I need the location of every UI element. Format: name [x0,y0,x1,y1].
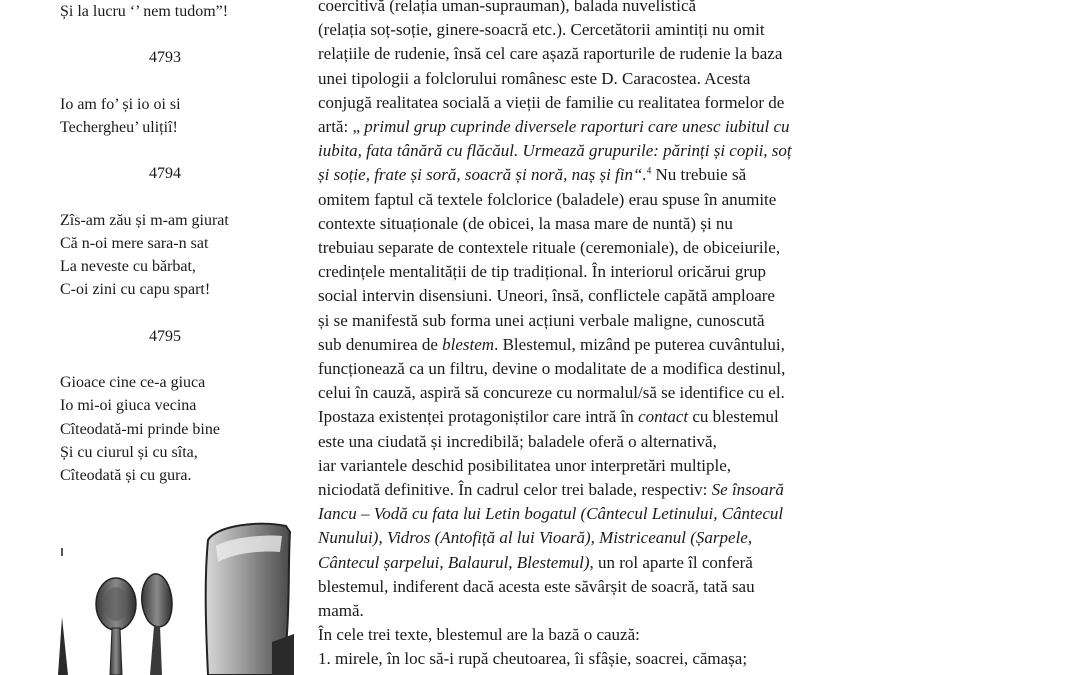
stanza-number: 4793 [149,49,181,67]
text-line [318,333,898,357]
text-line: (relația soț-soție, ginere-soacră etc.). Cercetătorii amintiți nu omit [318,20,765,40]
verse-column [60,0,300,487]
stanza-number: 4795 [149,327,181,345]
text-line [318,478,898,502]
quote-italic: iubita, fata tânără cu flăcăul. Urmează grupurile: părinți și copii, soț [318,141,792,161]
verse-line: Și la lucru ‘’ nem tudom”! [60,3,229,20]
text-line: 1. mirele, în loc să-i rupă cheutoarea, îi sfâșie, soacrei, cămașa; [318,649,748,669]
wooden-spoons-illustration [58,522,298,675]
text-line: blestemul, indiferent dacă acesta este săvârșit de soacră, tată sau [318,576,755,596]
text-line: iar variantele deschid posibilitatea unor interpretări multiple, [318,455,732,475]
title-italic: Nunului), Vidros (Antofiță al lui Vioară), Mistriceanul (Șarpele, [318,528,753,548]
verse-line: Cîteodată-mi prinde bine [60,420,220,438]
text-line [318,163,898,187]
text-line: conjugă realitatea socială a vieții de familie cu realitatea formelor de [318,92,785,112]
text-span: , un rol aparte îl conferă [589,552,753,572]
text-line: În cele trei texte, blestemul are la bază o cauză: [318,625,640,645]
text-span: . Blestemul, mizând pe puterea cuvântului, [494,334,785,354]
footnote-ref: 4 [646,165,652,176]
stanza-number: 4794 [149,165,181,183]
verse-line: Că n-oi mere sara-n sat [60,234,209,252]
text-span: Nu trebuie să [651,165,747,185]
text-line: omitem faptul că textele folclorice (baladele) erau spuse în anumite [318,189,777,209]
quote-italic: primul grup cuprinde diversele raporturi care unesc iubitul cu [364,117,790,137]
text-span: Ipostaza existenței protagoniștilor care intră în [318,407,639,427]
text-line: funcționează ca un filtru, devine o modalitate de a modifica destinul, [318,359,786,379]
text-line: trebuiau separate de contextele rituale (ceremoniale), de obiceiurile, [318,238,781,258]
term-italic: blestem [442,334,495,354]
title-italic: Iancu – Vodă cu fata lui Letin bogatul (Cântecul Letinului, Cântecul [318,504,784,524]
article-text [318,2,898,672]
text-line: unei tipologii a folclorului românesc este D. Caracostea. Acesta [318,68,751,88]
quote-italic: și soție, frate și soră, soacră și noră, naș și fin [318,165,634,185]
verse-line: C-oi zini cu capu spart! [60,281,211,299]
text-span: cu blestemul [688,407,779,427]
text-line: mamă. [318,601,364,621]
verse-line: Techergheu’ ulițiî! [60,118,178,136]
verse-line: Io mi-oi giuca vecina [60,397,197,415]
text-line: relațiile de rudenie, însă cel care așază raporturile de rudenie la baza [318,44,783,64]
text-span: niciodată definitive. În cadrul celor trei balade, respectiv: [318,480,712,500]
verse-line: Io am fo’ și io oi si [60,95,181,113]
text-line: credințele mentalității de tip tradițional. În interiorul oricărui grup [318,262,766,282]
text-line [318,551,898,575]
text-line: și se manifestă sub forma unei acțiuni verbale maligne, cunoscută [318,310,765,330]
verse-line: Zîs-am zău și m-am giurat [60,211,229,229]
text-line: este una ciudată și incredibilă; baladele oferă o alternativă, [318,431,717,451]
term-italic: contact [638,407,689,427]
text-line [318,139,898,163]
text-line: contexte situaționale (de obicei, la masa mare de nuntă) și nu [318,213,733,233]
text-span: sub denumirea de [318,334,443,354]
text-line [318,526,898,550]
title-italic: Cântecul șarpelui, Balaurul, Blestemul) [318,552,590,572]
text-span: artă: „ [318,117,365,137]
text-line [318,502,898,526]
text-line: coercitivă (relația uman-suprauman), balada nuvelistică [318,0,697,15]
quote-close: “. [633,165,647,185]
verse-line: La neveste cu bărbat, [60,258,196,276]
text-line [318,405,898,429]
verse-line: Gioace cine ce-a giuca [60,374,206,392]
text-line: social intervin disensiuni. Uneori, însă, conflictele capătă amploare [318,286,775,306]
verse-line: Și cu ciurul și cu sîta, [60,443,198,461]
text-line [318,115,898,139]
title-italic: Se însoară [711,480,784,500]
verse-line: Cîteodată și cu gura. [60,466,192,484]
text-line: celui în cauză, aspiră să concureze cu normalul/să se identifice cu el. [318,383,785,403]
